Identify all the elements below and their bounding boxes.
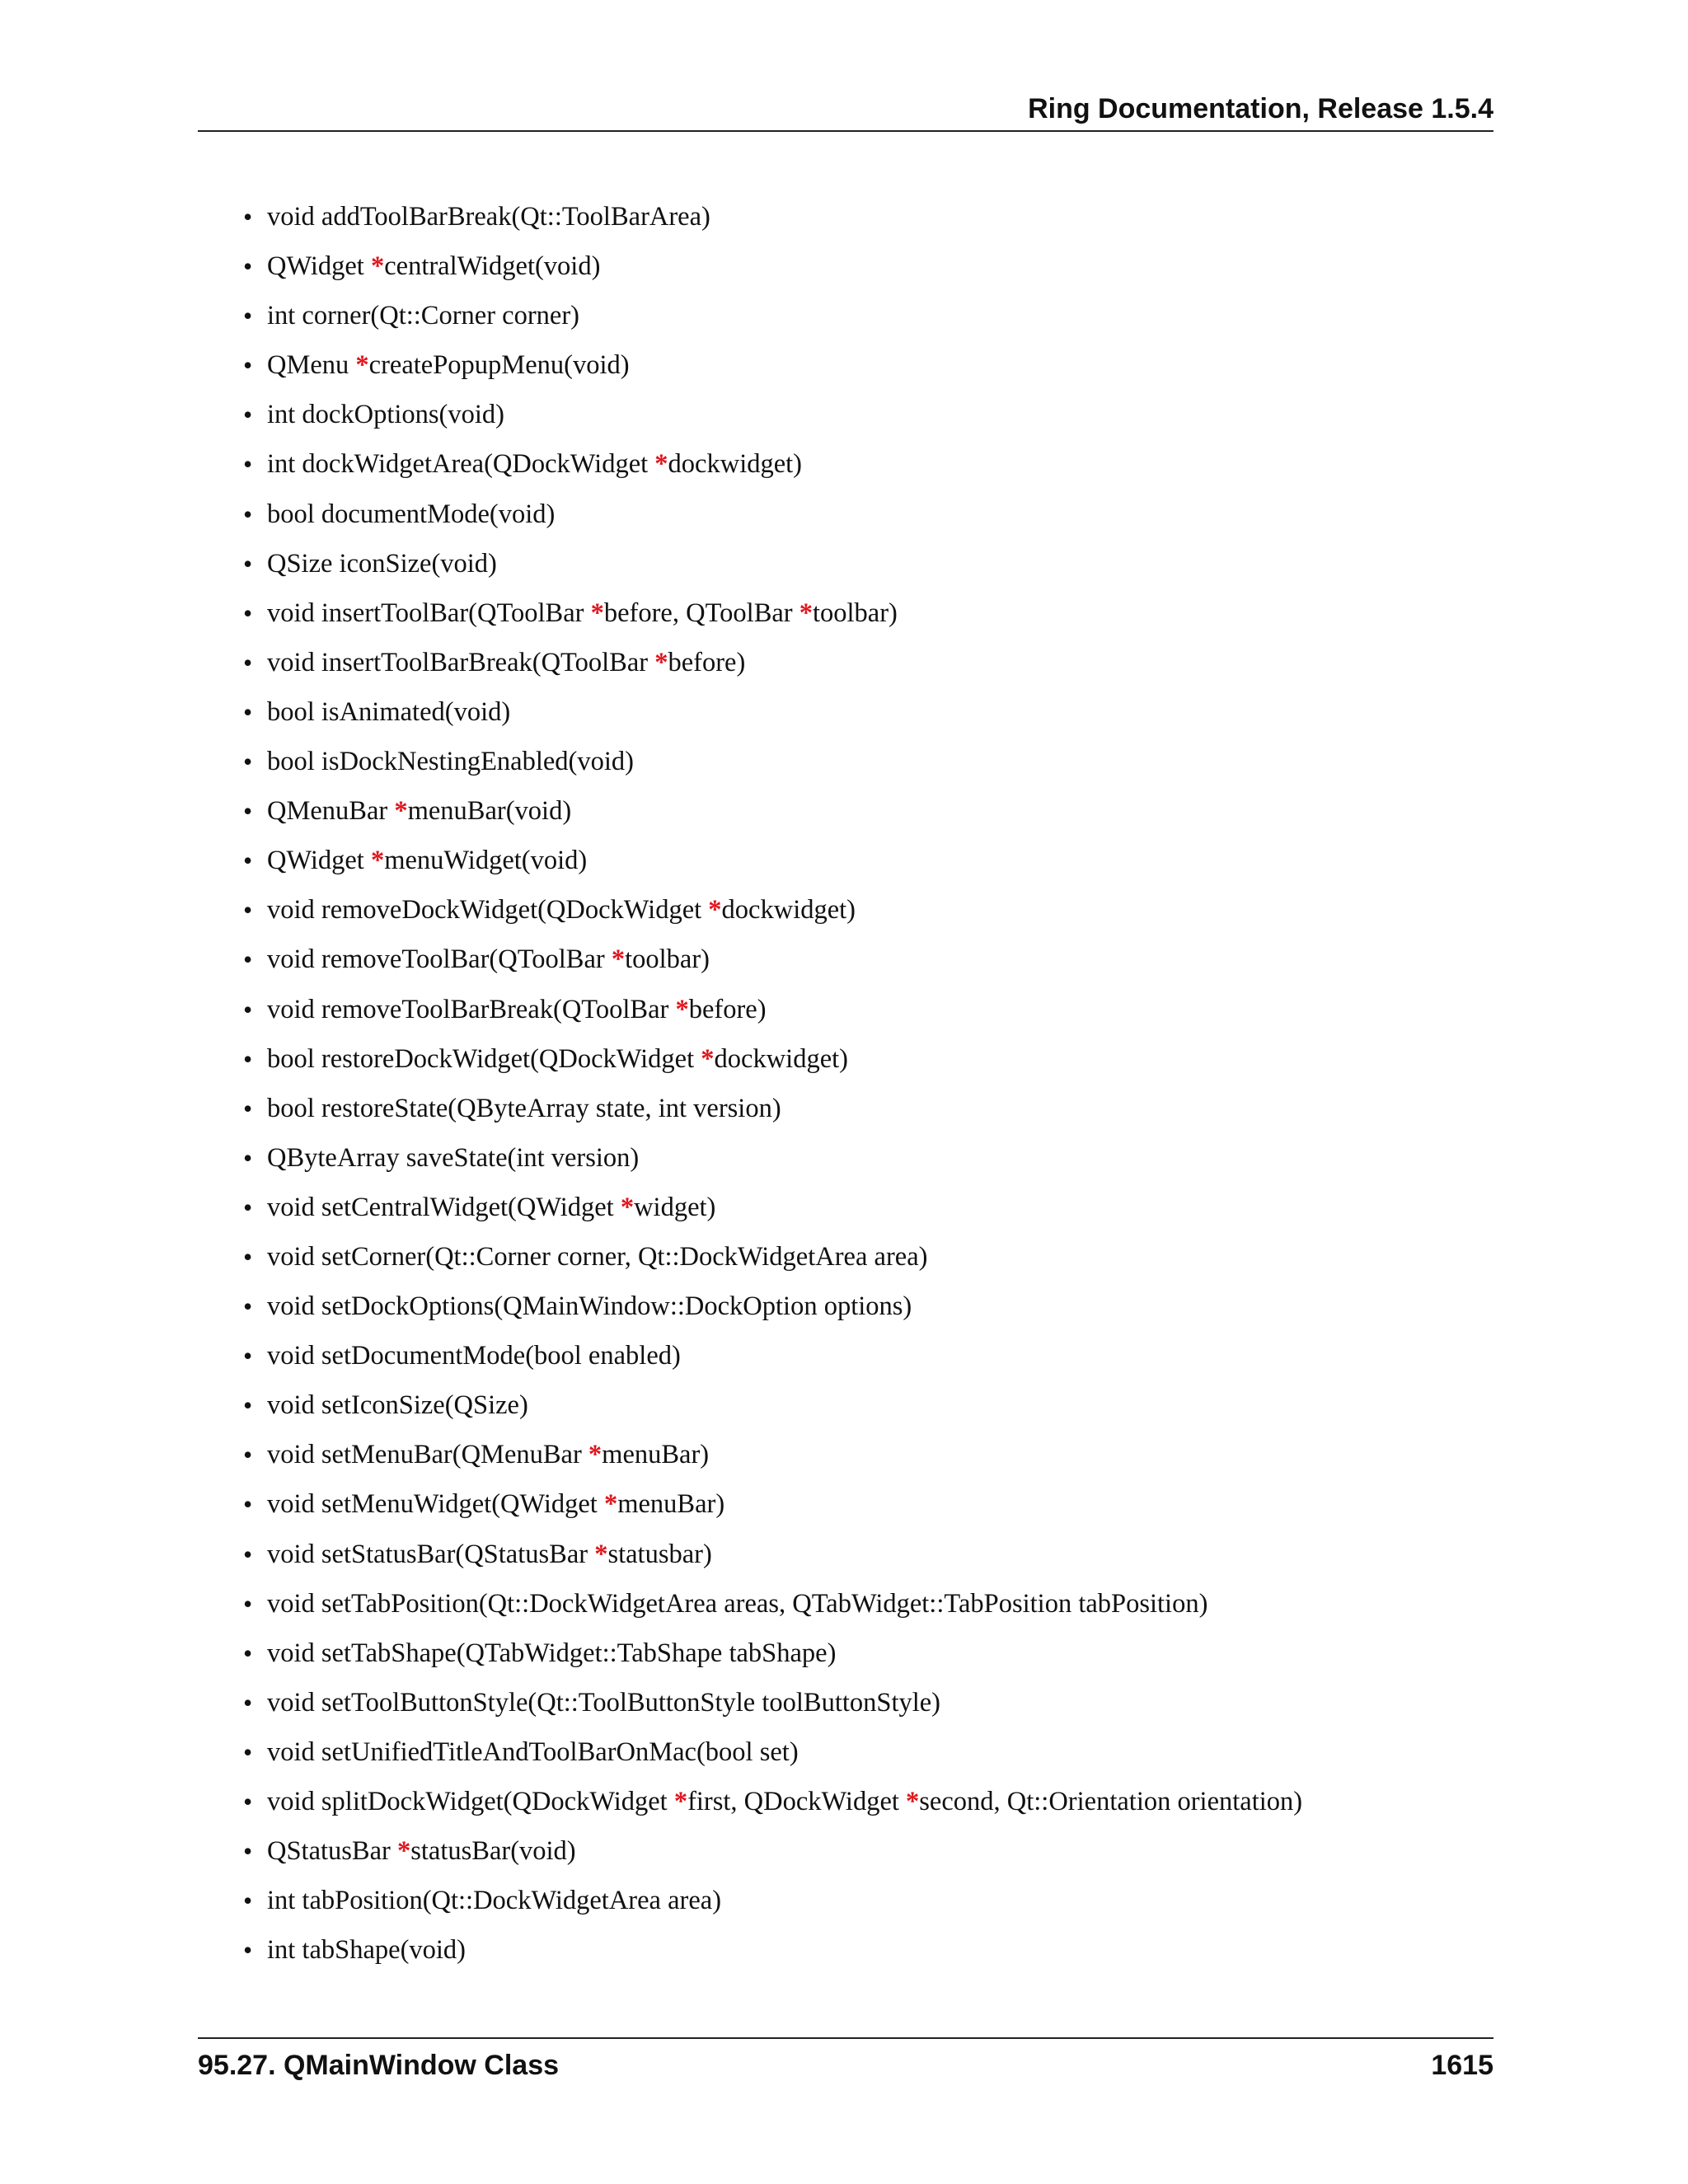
method-text: statusbar) (607, 1539, 712, 1569)
pointer-star: * (603, 1489, 618, 1520)
method-text: void removeDockWidget(QDockWidget (267, 895, 709, 926)
bullet-icon: • (243, 1440, 253, 1470)
method-text: void splitDockWidget(QDockWidget (267, 1787, 674, 1816)
bullet-icon: • (243, 301, 253, 331)
method-text: statusBar(void) (410, 1836, 576, 1867)
bullet-icon: • (243, 1142, 253, 1173)
list-item (0, 1336, 1302, 1385)
bullet-icon: • (243, 1241, 253, 1272)
bullet-icon: • (243, 1192, 253, 1222)
pointer-star: * (370, 846, 385, 876)
method-text: dockwidget) (714, 1043, 848, 1074)
pointer-star: * (620, 1192, 635, 1222)
bullet-icon: • (243, 1489, 253, 1520)
method-text: int corner(Qt::Corner corner) (267, 301, 580, 331)
list-item (0, 1831, 1302, 1881)
method-text: void setUnifiedTitleAndToolBarOnMac(bool set) (267, 1736, 799, 1767)
list-item (0, 1782, 1302, 1831)
list-item (0, 940, 1302, 989)
pointer-star: * (708, 895, 722, 926)
method-text: bool documentMode(void) (267, 499, 556, 529)
pointer-star: * (701, 1043, 715, 1074)
method-text: first, QDockWidget (687, 1787, 907, 1816)
list-item (0, 197, 1302, 246)
list-item (0, 444, 1302, 494)
pointer-star: * (906, 1787, 920, 1816)
list-item (0, 494, 1302, 544)
bullet-icon: • (243, 499, 253, 529)
pointer-star: * (799, 598, 813, 628)
method-text: void setTabPosition(Qt::DockWidgetArea areas, QTabWidget::TabPosition tabPosition) (267, 1588, 1208, 1619)
method-text: QStatusBar (267, 1836, 397, 1867)
page-footer (198, 2037, 1493, 2088)
list-item (0, 1286, 1302, 1336)
document-title: Ring Documentation, Release 1.5.4 (1028, 93, 1493, 124)
method-text: QMenuBar (267, 796, 395, 827)
method-text: void removeToolBar(QToolBar (267, 944, 612, 975)
bullet-icon: • (243, 1787, 253, 1816)
bullet-icon: • (243, 1588, 253, 1619)
method-text: QSize iconSize(void) (267, 548, 497, 579)
method-list (0, 197, 1302, 1980)
section-title: 95.27. QMainWindow Class (198, 2050, 560, 2081)
list-item (0, 593, 1302, 643)
list-item (0, 246, 1302, 296)
list-item (0, 1484, 1302, 1534)
method-text: void setCorner(Qt::Corner corner, Qt::DockWidgetArea area) (267, 1241, 928, 1272)
list-item (0, 544, 1302, 593)
bullet-icon: • (243, 1886, 253, 1916)
list-item (0, 1188, 1302, 1237)
list-item (0, 841, 1302, 890)
list-item (0, 1385, 1302, 1435)
page-header (198, 89, 1493, 132)
pointer-star: * (611, 944, 626, 975)
method-text: menuWidget(void) (384, 846, 588, 876)
pointer-star: * (675, 994, 689, 1024)
list-item (0, 1237, 1302, 1286)
method-text: bool isDockNestingEnabled(void) (267, 747, 634, 777)
bullet-icon: • (243, 1291, 253, 1322)
list-item (0, 692, 1302, 742)
list-item (0, 742, 1302, 791)
bullet-icon: • (243, 1093, 253, 1123)
bullet-icon: • (243, 449, 253, 480)
list-item (0, 296, 1302, 345)
page-number: 1615 (1431, 2050, 1493, 2081)
method-text: void setIconSize(QSize) (267, 1390, 528, 1421)
bullet-icon: • (243, 1836, 253, 1867)
bullet-icon: • (243, 1043, 253, 1074)
method-text: int dockWidgetArea(QDockWidget (267, 449, 655, 480)
method-text: before) (688, 994, 767, 1024)
method-text: void removeToolBarBreak(QToolBar (267, 994, 676, 1024)
method-text: QByteArray saveState(int version) (267, 1142, 640, 1173)
method-text: void setMenuBar(QMenuBar (267, 1440, 588, 1470)
method-text: before) (668, 647, 746, 677)
method-text: bool restoreDockWidget(QDockWidget (267, 1043, 701, 1074)
pointer-star: * (654, 647, 668, 677)
list-item (0, 1089, 1302, 1138)
bullet-icon: • (243, 895, 253, 926)
list-item (0, 1039, 1302, 1089)
list-item (0, 1683, 1302, 1732)
bullet-icon: • (243, 1935, 253, 1966)
bullet-icon: • (243, 1539, 253, 1569)
method-text: void insertToolBarBreak(QToolBar (267, 647, 655, 677)
bullet-icon: • (243, 548, 253, 579)
list-item (0, 1930, 1302, 1980)
list-item (0, 1435, 1302, 1484)
method-text: void insertToolBar(QToolBar (267, 598, 591, 628)
list-item (0, 1584, 1302, 1633)
pointer-star: * (590, 598, 604, 628)
bullet-icon: • (243, 1638, 253, 1668)
method-text: menuBar) (617, 1489, 725, 1520)
method-text: widget) (634, 1192, 716, 1222)
pointer-star: * (396, 1836, 411, 1867)
method-text: bool isAnimated(void) (267, 696, 511, 727)
method-text: void setMenuWidget(QWidget (267, 1489, 604, 1520)
bullet-icon: • (243, 747, 253, 777)
method-text: void setDocumentMode(bool enabled) (267, 1341, 681, 1371)
list-item (0, 990, 1302, 1039)
list-item (0, 890, 1302, 940)
list-item (0, 1881, 1302, 1930)
method-text: int tabPosition(Qt::DockWidgetArea area) (267, 1886, 722, 1916)
pointer-star: * (370, 251, 385, 282)
bullet-icon: • (243, 1736, 253, 1767)
method-text: menuBar) (602, 1440, 710, 1470)
pointer-star: * (588, 1440, 603, 1470)
bullet-icon: • (243, 944, 253, 975)
pointer-star: * (355, 350, 369, 381)
bullet-icon: • (243, 647, 253, 677)
list-item (0, 395, 1302, 444)
method-text: toolbar) (813, 598, 898, 628)
method-text: menuBar(void) (407, 796, 572, 827)
method-text: int tabShape(void) (267, 1935, 466, 1966)
list-item (0, 791, 1302, 841)
bullet-icon: • (243, 846, 253, 876)
pointer-star: * (394, 796, 408, 827)
method-text: void setStatusBar(QStatusBar (267, 1539, 595, 1569)
list-item (0, 1633, 1302, 1683)
method-text: second, Qt::Orientation orientation) (919, 1787, 1303, 1816)
bullet-icon: • (243, 696, 253, 727)
list-item (0, 1535, 1302, 1584)
list-item (0, 345, 1302, 395)
bullet-icon: • (243, 1687, 253, 1718)
bullet-icon: • (243, 994, 253, 1024)
method-text: dockwidget) (721, 895, 856, 926)
method-text: void setTabShape(QTabWidget::TabShape tabShape) (267, 1638, 837, 1668)
method-text: dockwidget) (668, 449, 802, 480)
method-text: centralWidget(void) (384, 251, 601, 282)
pointer-star: * (673, 1787, 688, 1816)
bullet-icon: • (243, 1341, 253, 1371)
method-text: bool restoreState(QByteArray state, int version) (267, 1093, 781, 1123)
pointer-star: * (654, 449, 668, 480)
bullet-icon: • (243, 202, 253, 232)
list-item (0, 643, 1302, 692)
method-text: createPopupMenu(void) (368, 350, 630, 381)
method-text: int dockOptions(void) (267, 400, 504, 430)
method-text: QMenu (267, 350, 356, 381)
pointer-star: * (594, 1539, 608, 1569)
bullet-icon: • (243, 1390, 253, 1421)
method-text: QWidget (267, 846, 371, 876)
bullet-icon: • (243, 598, 253, 628)
method-text: void setCentralWidget(QWidget (267, 1192, 621, 1222)
bullet-icon: • (243, 251, 253, 282)
list-item (0, 1138, 1302, 1188)
method-text: toolbar) (625, 944, 710, 975)
method-text: before, QToolBar (603, 598, 799, 628)
method-text: void setDockOptions(QMainWindow::DockOption options) (267, 1291, 912, 1322)
bullet-icon: • (243, 796, 253, 827)
bullet-icon: • (243, 350, 253, 381)
bullet-icon: • (243, 400, 253, 430)
list-item (0, 1732, 1302, 1782)
method-text: void addToolBarBreak(Qt::ToolBarArea) (267, 202, 710, 232)
method-text: QWidget (267, 251, 371, 282)
method-text: void setToolButtonStyle(Qt::ToolButtonStyle toolButtonStyle) (267, 1687, 941, 1718)
